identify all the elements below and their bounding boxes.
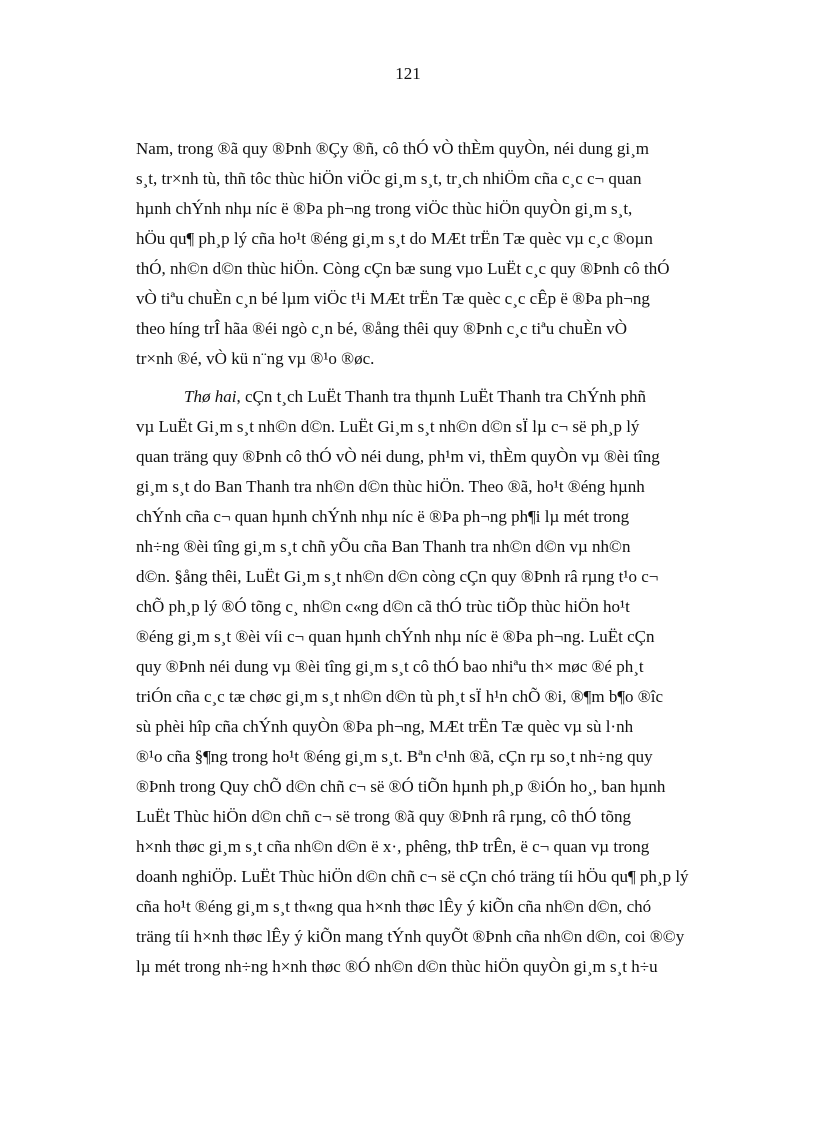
text-line: ®éng gi¸m s¸t ®èi víi c¬ quan hµnh chÝnh nhµ níc ë ®Þa ph¬ng. LuËt cÇn <box>136 627 655 646</box>
text-line: hÖu qu¶ ph¸p lý cña ho¹t ®éng gi¸m s¸t do MÆt trËn Tæ quèc vµ c¸c ®oµn <box>136 229 653 248</box>
text-line: LuËt Thùc hiÖn d©n chñ c¬ së trong ®ã quy ®Þnh râ rµng, cô thÓ tõng <box>136 807 632 826</box>
paragraph-lead: Thø hai <box>184 387 237 406</box>
text-line: quy ®Þnh néi dung vµ ®èi tîng gi¸m s¸t cô thÓ bao nhiªu th× møc ®é ph¸t <box>136 657 644 676</box>
text-line: Nam, trong ®ã quy ®Þnh ®Çy ®ñ, cô thÓ vÒ thÈm quyÒn, néi dung gi¸m <box>136 139 649 158</box>
paragraph-first-rest: , cÇn t¸ch LuËt Thanh tra thµnh LuËt Thanh tra ChÝnh phñ <box>236 387 646 406</box>
text-line: hµnh chÝnh nhµ níc ë ®Þa ph¬ng trong viÖc thùc hiÖn quyÒn gi¸m s¸t, <box>136 199 633 218</box>
text-line: chÕ ph¸p lý ®Ó tõng c¸ nh©n c«ng d©n cã thÓ trùc tiÕp thùc hiÖn ho¹t <box>136 597 630 616</box>
text-line: gi¸m s¸t do Ban Thanh tra nh©n d©n thùc hiÖn. Theo ®ã, ho¹t ®éng hµnh <box>136 477 645 496</box>
body-text <box>136 134 766 982</box>
text-line: nh÷ng ®èi tîng gi¸m s¸t chñ yÕu cña Ban Thanh tra nh©n d©n vµ nh©n <box>136 537 631 556</box>
text-line: vÒ tiªu chuÈn c¸n bé lµm viÖc t¹i MÆt trËn Tæ quèc c¸c cÊp ë ®Þa ph¬ng <box>136 289 650 308</box>
text-line: d©n. §ång thêi, LuËt Gi¸m s¸t nh©n d©n còng cÇn quy ®Þnh râ rµng t¹o c¬ <box>136 567 659 586</box>
text-line: tr×nh ®é, vÒ kü n¨ng vµ ®¹o ®øc. <box>136 349 375 368</box>
text-line: quan träng quy ®Þnh cô thÓ vÒ néi dung, ph¹m vi, thÈm quyÒn vµ ®èi tîng <box>136 447 660 466</box>
text-line: h×nh thøc gi¸m s¸t cña nh©n d©n ë x·, phêng, thÞ trÊn, ë c¬ quan vµ trong <box>136 837 650 856</box>
text-line: theo híng trÎ hãa ®éi ngò c¸n bé, ®ång thêi quy ®Þnh c¸c tiªu chuÈn vÒ <box>136 319 627 338</box>
text-line: chÝnh cña c¬ quan hµnh chÝnh nhµ níc ë ®Þa ph¬ng ph¶i lµ mét trong <box>136 507 630 526</box>
page-number: 121 <box>395 64 421 83</box>
text-line: thÓ, nh©n d©n thùc hiÖn. Còng cÇn bæ sung vµo LuËt c¸c quy ®Þnh cô thÓ <box>136 259 670 278</box>
text-line-first <box>136 382 766 412</box>
text-line: träng tíi h×nh thøc lÊy ý kiÕn mang tÝnh quyÕt ®Þnh cña nh©n d©n, coi ®©y <box>136 927 685 946</box>
text-line: vµ LuËt Gi¸m s¸t nh©n d©n. LuËt Gi¸m s¸t nh©n d©n sÏ lµ c¬ së ph¸p lý <box>136 417 640 436</box>
paragraph-1 <box>136 134 766 374</box>
text-line: doanh nghiÖp. LuËt Thùc hiÖn d©n chñ c¬ së cÇn chó träng tíi hÖu qu¶ ph¸p lý <box>136 867 689 886</box>
text-line: s¸t, tr×nh tù, thñ tôc thùc hiÖn viÖc gi¸m s¸t, tr¸ch nhiÖm cña c¸c c¬ quan <box>136 169 642 188</box>
text-line: lµ mét trong nh÷ng h×nh thøc ®Ó nh©n d©n thùc hiÖn quyÒn gi¸m s¸t h÷u <box>136 957 658 976</box>
text-line: ®¹o cña §¶ng trong ho¹t ®éng gi¸m s¸t. Bªn c¹nh ®ã, cÇn rµ so¸t nh÷ng quy <box>136 747 653 766</box>
paragraph-spacer <box>136 374 766 382</box>
text-line: ®Þnh trong Quy chÕ d©n chñ c¬ së ®Ó tiÕn hµnh ph¸p ®iÓn ho¸, ban hµnh <box>136 777 666 796</box>
text-line: triÓn cña c¸c tæ chøc gi¸m s¸t nh©n d©n tù ph¸t sÏ h¹n chÕ ®i, ®¶m b¶o ®îc <box>136 687 663 706</box>
text-line: cña ho¹t ®éng gi¸m s¸t th«ng qua h×nh thøc lÊy ý kiÕn cña nh©n d©n, chó <box>136 897 652 916</box>
paragraph-2 <box>136 382 766 982</box>
text-line: sù phèi hîp cña chÝnh quyÒn ®Þa ph¬ng, MÆt trËn Tæ quèc vµ sù l·nh <box>136 717 634 736</box>
